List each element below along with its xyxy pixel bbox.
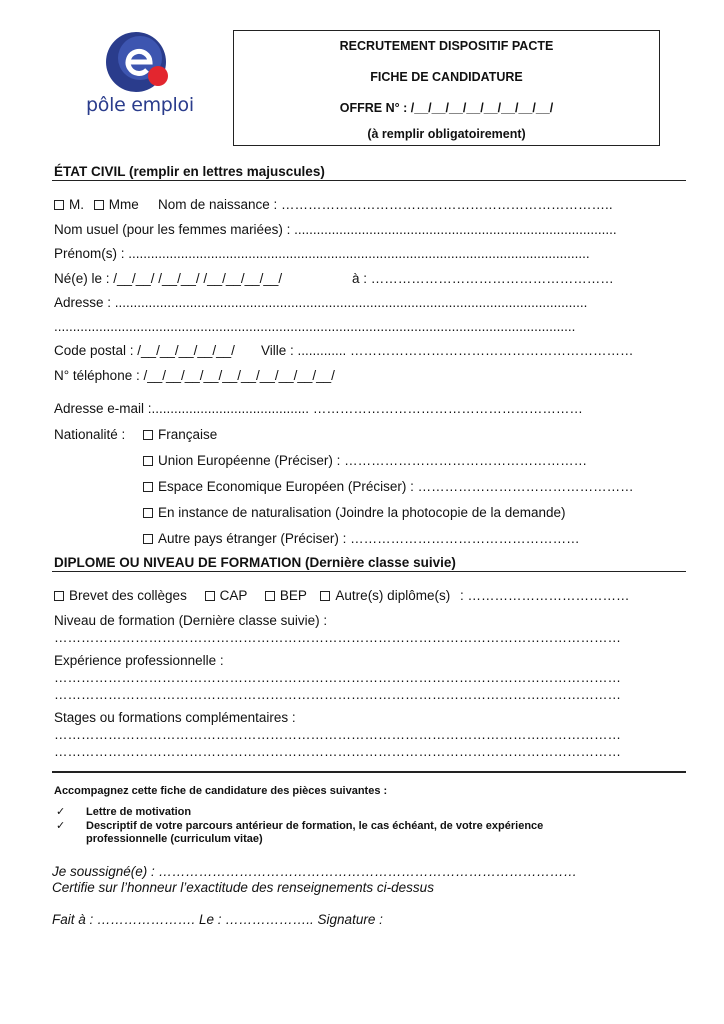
checkbox-autre-pays[interactable] (143, 534, 153, 544)
checkbox-m[interactable] (54, 200, 64, 210)
checkbox-cap[interactable] (205, 591, 215, 601)
experience-field-line1[interactable]: ……………………………………………………………………………………………………………… (54, 670, 621, 685)
nom-naissance-field[interactable]: Nom de naissance : ……………………………………………………………….. (158, 197, 613, 212)
nationalite-option-eee[interactable]: Espace Economique Européen (Préciser) : ………………………………………… (143, 479, 634, 495)
nationalite-option-francaise[interactable]: Française (143, 427, 217, 443)
adresse-field[interactable]: Adresse : .............................................................................................................................. (54, 295, 588, 310)
civilite-row (54, 197, 139, 213)
checkbox-ue[interactable] (143, 456, 153, 466)
checkbox-brevet[interactable] (54, 591, 64, 601)
code-postal-field[interactable]: Code postal : /__/__/__/__/__/ (54, 343, 235, 358)
piece-lettre-motivation: Lettre de motivation (86, 806, 192, 818)
checkbox-autre-diplome[interactable] (320, 591, 330, 601)
section-divider (52, 771, 686, 773)
niveau-formation-field[interactable]: ……………………………………………………………………………………………………………… (54, 630, 621, 645)
checkbox-eee[interactable] (143, 482, 153, 492)
stages-label: Stages ou formations complémentaires : (54, 710, 296, 725)
section-divider (52, 180, 686, 181)
experience-label: Expérience professionnelle : (54, 653, 224, 668)
header-subtitle: FICHE DE CANDIDATURE (370, 70, 523, 84)
nom-usuel-field[interactable]: Nom usuel (pour les femmes mariées) : ...................................................................................... (54, 222, 617, 237)
piece-descriptif: Descriptif de votre parcours antérieur de formation, le cas échéant, de votre expérience (86, 820, 544, 832)
niveau-formation-label: Niveau de formation (Dernière classe suivie) : (54, 613, 328, 628)
checkbox-bep[interactable] (265, 591, 275, 601)
ville-field[interactable]: Ville : ............. ……………………………………………………… (261, 343, 634, 358)
header-title: RECRUTEMENT DISPOSITIF PACTE (339, 39, 554, 53)
autre-diplome-field[interactable]: : ……………………………… (459, 588, 630, 603)
offre-number-field[interactable]: OFFRE N° : /__/__/__/__/__/__/__/__/ (339, 101, 554, 115)
prenom-field[interactable]: Prénom(s) : ........................................................................................................................... (54, 246, 590, 261)
header-note: (à remplir obligatoirement) (367, 127, 526, 141)
label-mme: Mme (108, 197, 139, 212)
check-icon: ✓ (56, 806, 66, 818)
logo-text: pôle emploi (86, 94, 194, 116)
lieu-naissance-field[interactable]: à : ……………………………………………… (352, 271, 614, 286)
date-naissance-field[interactable]: Né(e) le : /__/__/ /__/__/ /__/__/__/__/ (54, 271, 283, 286)
stages-field-line1[interactable]: ……………………………………………………………………………………………………………… (54, 727, 621, 742)
nationalite-option-ue[interactable]: Union Européenne (Préciser) : ……………………………………………… (143, 453, 587, 469)
nationalite-option-naturalisation[interactable]: En instance de naturalisation (Joindre la photocopie de la demande) (143, 505, 566, 521)
certification-text: Certifie sur l’honneur l’exactitude des renseignements ci-dessus (52, 880, 434, 895)
checkbox-naturalisation[interactable] (143, 508, 153, 518)
pieces-title: Accompagnez cette fiche de candidature des pièces suivantes : (54, 785, 388, 797)
fait-a-signature-row[interactable]: Fait à : …………………. Le : ……………….. Signature : (52, 912, 383, 927)
soussigne-field[interactable]: Je soussigné(e) : ………………………………………………………………………………… (52, 864, 578, 879)
email-field[interactable]: Adresse e-mail :.......................................... …………………………………………………… (54, 401, 583, 416)
section-title-diplome: DIPLOME OU NIVEAU DE FORMATION (Dernière classe suivie) (54, 555, 456, 570)
experience-field-line2[interactable]: ……………………………………………………………………………………………………………… (54, 687, 621, 702)
label-m: M. (69, 197, 84, 212)
diplome-options-row: Brevet des collèges CAP BEP Autre(s) diplôme(s) : ……………………………… (54, 588, 629, 604)
check-icon: ✓ (56, 820, 66, 832)
piece-descriptif-cont: professionnelle (curriculum vitae) (86, 833, 263, 845)
stages-field-line2[interactable]: ……………………………………………………………………………………………………………… (54, 744, 621, 759)
header-box (233, 30, 660, 146)
section-title-etat-civil: ÉTAT CIVIL (remplir en lettres majuscules) (54, 164, 325, 179)
telephone-field[interactable]: N° téléphone : /__/__/__/__/__/__/__/__/__/__/ (54, 368, 335, 383)
section-divider (52, 571, 686, 572)
adresse-field-line2[interactable]: ........................................................................................................................................... (54, 319, 576, 334)
nationalite-label: Nationalité : (54, 427, 126, 442)
checkbox-mme[interactable] (94, 200, 104, 210)
checkbox-francaise[interactable] (143, 430, 153, 440)
nationalite-option-autre[interactable]: Autre pays étranger (Préciser) : …………………………………………… (143, 531, 580, 547)
